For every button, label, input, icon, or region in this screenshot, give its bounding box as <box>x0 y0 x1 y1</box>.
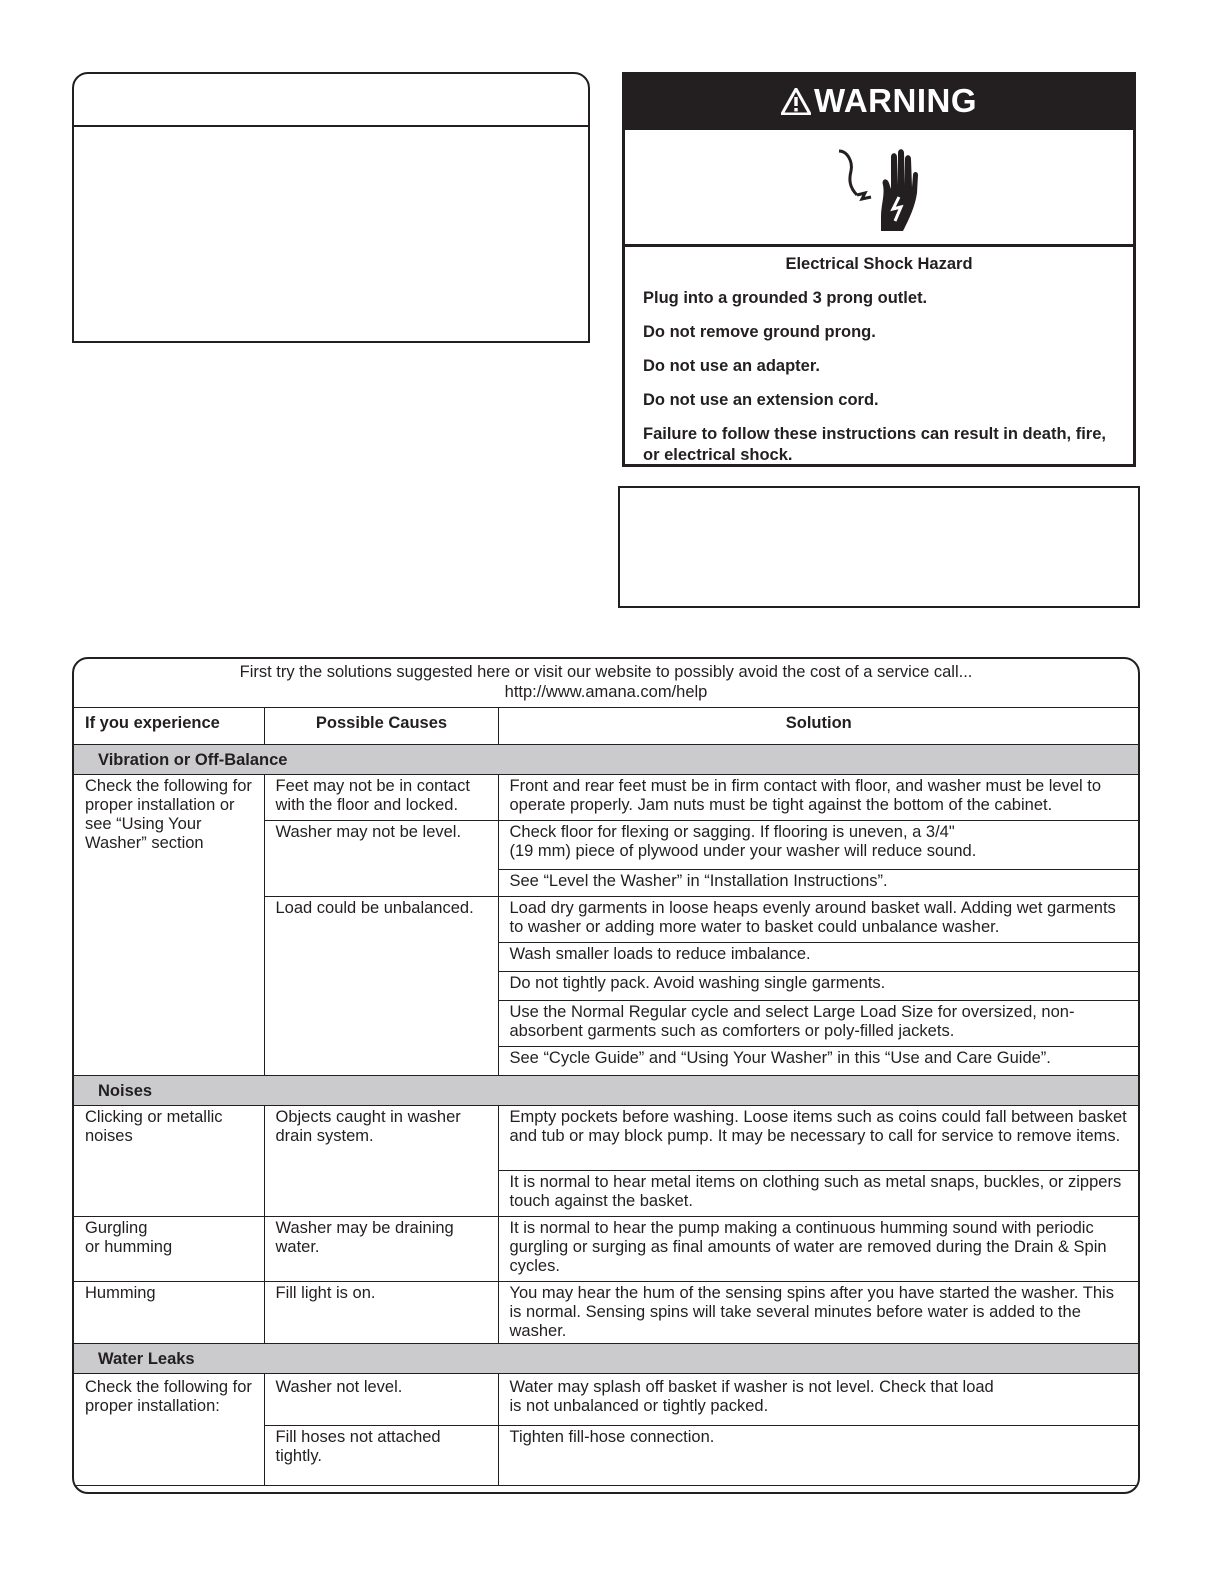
cause-cell: Fill hoses not attached tightly. <box>264 1426 498 1486</box>
warning-line: Plug into a grounded 3 prong outlet. <box>643 289 928 307</box>
intro-text: First try the solutions suggested here or visit our website to possibly avoid the cost of a service call... <box>239 663 973 681</box>
cause-cell: Feet may not be in contact with the floor and locked. <box>264 775 498 821</box>
warning-line: Do not use an extension cord. <box>643 391 879 409</box>
section-row <box>74 1344 1138 1374</box>
header-causes: Possible Causes <box>264 708 498 745</box>
warning-line: Failure to follow these instructions can result in death, fire, or electrical shock. <box>643 425 1106 464</box>
table-row <box>74 775 1138 821</box>
solution-line: (19 mm) piece of plywood under your washer will reduce sound. <box>509 842 977 860</box>
section-noises: Noises <box>74 1076 1138 1106</box>
experience-line: Gurgling <box>85 1219 148 1237</box>
solution-cell: It is normal to hear the pump making a continuous humming sound with periodic gurgling or surging as final amounts of water are removed during the Drain & Spin cycles. <box>498 1217 1138 1282</box>
table-row <box>74 1282 1138 1344</box>
experience-line: or humming <box>85 1238 173 1256</box>
help-url-link[interactable]: http://www.amana.com/help <box>504 683 708 701</box>
warning-line: Do not use an adapter. <box>643 357 820 375</box>
solution-cell: Front and rear feet must be in firm contact with floor, and washer must be level to operate properly. Jam nuts must be tight against the bottom of the cabinet. <box>498 775 1138 821</box>
solution-cell <box>498 1374 1138 1426</box>
solution-line: Check floor for flexing or sagging. If flooring is uneven, a 3/4" <box>509 823 955 841</box>
solution-cell <box>498 821 1138 870</box>
cause-cell: Washer not level. <box>264 1374 498 1426</box>
cause-cell: Objects caught in washer drain system. <box>264 1106 498 1217</box>
blank-note-box <box>618 486 1140 608</box>
solution-line: is not unbalanced or tightly packed. <box>509 1397 769 1415</box>
experience-cell: Check the following for proper installation or see “Using Your Washer” section <box>74 775 264 1076</box>
experience-cell: Clicking or metallic noises <box>74 1106 264 1217</box>
table-row <box>74 1217 1138 1282</box>
solution-cell: Empty pockets before washing. Loose items such as coins could fall between basket and tub or may block pump. It may be necessary to call for service to remove items. <box>498 1106 1138 1171</box>
warning-triangle-icon <box>781 88 811 115</box>
solution-cell: Do not tightly pack. Avoid washing single garments. <box>498 972 1138 1001</box>
warning-header <box>625 75 1133 127</box>
warning-icon-area <box>625 127 1133 247</box>
troubleshooting-table <box>72 657 1140 1494</box>
table-row <box>74 1374 1138 1426</box>
cause-cell: Washer may not be level. <box>264 821 498 897</box>
experience-cell <box>74 1217 264 1282</box>
solution-line: Water may splash off basket if washer is not level. Check that load <box>509 1378 994 1396</box>
warning-line: Do not remove ground prong. <box>643 323 876 341</box>
header-solution: Solution <box>498 708 1138 745</box>
solution-cell: Tighten fill-hose connection. <box>498 1426 1138 1486</box>
warning-box <box>622 72 1136 467</box>
electric-shock-hand-icon <box>829 137 929 237</box>
solution-cell: Wash smaller loads to reduce imbalance. <box>498 943 1138 972</box>
blank-info-box <box>72 72 590 343</box>
section-row <box>74 745 1138 775</box>
solution-cell: Load dry garments in loose heaps evenly around basket wall. Adding wet garments to washer or adding more water to basket could unbalance washer. <box>498 897 1138 943</box>
solution-cell: You may hear the hum of the sensing spins after you have started the washer. This is normal. Sensing spins will take several minutes before water is added to the washer. <box>498 1282 1138 1344</box>
table-intro <box>74 659 1138 707</box>
warning-title: Electrical Shock Hazard <box>785 255 973 273</box>
solution-cell: It is normal to hear metal items on clothing such as metal snaps, buckles, or zippers touch against the basket. <box>498 1171 1138 1217</box>
warning-body <box>625 247 1133 466</box>
header-experience: If you experience <box>74 708 264 745</box>
section-leaks: Water Leaks <box>74 1344 1138 1374</box>
solution-cell: See “Level the Washer” in “Installation Instructions”. <box>498 870 1138 897</box>
experience-cell: Check the following for proper installation: <box>74 1374 264 1486</box>
experience-cell: Humming <box>74 1282 264 1344</box>
troubleshooting-grid <box>74 707 1138 1486</box>
section-row <box>74 1076 1138 1106</box>
section-vibration: Vibration or Off-Balance <box>74 745 1138 775</box>
warning-label: WARNING <box>814 82 977 119</box>
solution-cell: Use the Normal Regular cycle and select Large Load Size for oversized, non-absorbent garments such as comforters or poly-filled jackets. <box>498 1001 1138 1047</box>
cause-cell: Fill light is on. <box>264 1282 498 1344</box>
cause-cell: Washer may be draining water. <box>264 1217 498 1282</box>
table-row <box>74 1106 1138 1171</box>
solution-cell: See “Cycle Guide” and “Using Your Washer” in this “Use and Care Guide”. <box>498 1047 1138 1076</box>
table-header-row <box>74 708 1138 745</box>
cause-cell: Load could be unbalanced. <box>264 897 498 1076</box>
blank-info-box-header <box>74 74 588 127</box>
